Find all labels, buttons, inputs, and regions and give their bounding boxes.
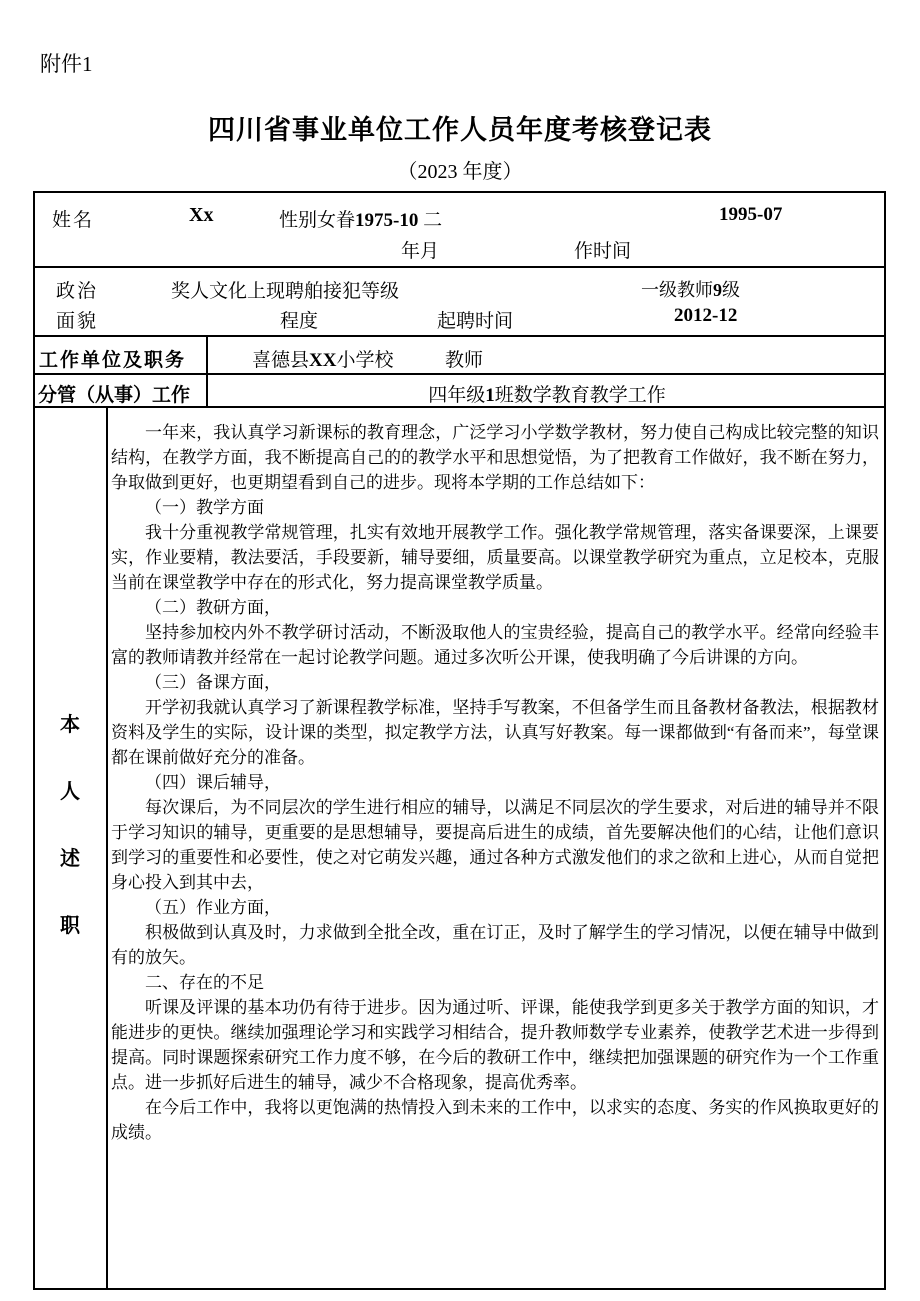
statement-paragraph: （三）备课方面， [145,673,281,692]
statement-label-char: 本 [60,714,80,736]
work-caption: 作时间 [574,241,632,262]
statement-paragraph: 积极做到认真及时，力求做到全批全改，重在订正，及时了解学生的学习情况，以便在辅导中做到有的放矢。 [111,923,879,967]
statement-paragraph: （四）课后辅导， [145,773,281,792]
page-title: 四川省事业单位工作人员年度考核登记表 [208,115,712,145]
statement-paragraph: （一）教学方面 [145,498,264,517]
page-subtitle: （2023 年度） [397,161,523,183]
gender-text: 性别女眷 [279,210,356,231]
rank-suffix: 级 [722,280,740,300]
work-unit-value [252,345,393,372]
statement-paragraph: 听课及评课的基本功仍有待于进步。因为通过听、评课，能使我学到更多关于教学方面的知识，才能进步的更快。继续加强理论学习和实践学习相结合，提升教师数学专业素养，使教学艺术进一步得到提高。同时课题探索研究工作力度不够，在今后的教研工作中，继续把加强课题的研究作为一个工作重点。进一步抓好后进生的辅导，减少不合格现象，提高优秀率。 [111,998,879,1092]
statement-label-char: 述 [60,848,80,870]
unit-prefix: 喜德县 [252,350,310,371]
statement-paragraph: 我十分重视教学常规管理，扎实有效地开展教学工作。强化教学常规管理，落实备课要深，上课要实，作业要精，教法要活，手段要新，辅导要细，质量要高。以课堂教学研究为重点，立足校本，克服当前在课堂教学中存在的形式化，努力提高课堂教学质量。 [111,523,879,592]
statement-paragraph: 坚持参加校内外不教学研讨活动，不断汲取他人的宝贵经验，提高自己的教学水平。经常向经验丰富的教师请教并经常在一起讨论教学问题。通过多次听公开课，使我明确了今后讲课的方向。 [111,623,879,667]
birth-date-value: 1975-10 [355,210,419,231]
middle-garbled-text: 奖人文化上现聘舶接犯等级 [171,281,400,302]
statement-paragraph: （五）作业方面， [145,898,281,917]
name-label: 姓名 [52,210,95,231]
rank-number: 9 [713,280,722,300]
assigned-work-prefix: 四年级 [428,385,486,406]
row-work-unit [35,337,884,375]
assigned-work-class-number: 1 [485,385,495,406]
statement-paragraph: 一年来，我认真学习新课标的教育理念，广泛学习小学数学教材，努力使自己构成比较完整的知识结构，在教学方面，我不断提高自己的的教学水平和思想觉悟，为了把教育工作做好，我不断在努力，争取做到更好，也更期望看到自己的进步。现将本学期的工作总结如下： [111,423,879,492]
statement-paragraph: 二、存在的不足 [145,973,264,992]
statement-label-char: 人 [60,781,80,803]
assigned-work-label: 分管（从事）工作 [38,385,191,406]
assigned-work-value [206,380,888,407]
row3-divider [206,337,208,373]
hire-date-value: 2012-12 [674,305,738,326]
political-label-line2: 面貌 [56,311,99,332]
birth-caption: 年月 [401,241,440,262]
assessment-form-table [33,191,886,1290]
work-start-value: 1995-07 [719,204,783,225]
statement-paragraph: （二）教研方面， [145,598,281,617]
political-label-line1: 政治 [56,281,99,302]
attachment-label: 附件1 [40,52,93,76]
row-assigned-work [35,375,884,408]
statement-vertical-label [35,708,105,976]
assigned-work-suffix: 班数学教育教学工作 [494,385,666,406]
statement-paragraph: 在今后工作中，我将以更饱满的热情投入到未来的工作中，以求实的态度、务实的作风换取更好的成绩。 [111,1098,879,1142]
row-political-rank [35,268,884,337]
gender-suffix-text: 二 [423,210,443,231]
hire-time-caption: 起聘时间 [437,311,514,332]
statement-paragraph: 每次课后，为不同层次的学生进行相应的辅导，以满足不同层次的学生要求，对后进的辅导并不限于学习知识的辅导，更重要的是思想辅导，要提高后进生的成绩，首先要解决他们的心结，让他们意识到学习的重要性和必要性，使之对它萌发兴趣，通过各种方式激发他们的求之欲和上进心，从而自觉把身心投入到其中去， [111,798,879,892]
row-personal-statement [35,408,884,1288]
degree-caption: 程度 [280,311,319,332]
statement-paragraph: 开学初我就认真学习了新课程教学标准，坚持手写教案，不但备学生而且备教材备教法，根据教材资料及学生的实际，设计课的类型，拟定教学方法，认真写好教案。每一课都做到“有备而来”，每堂课都在课前做好充分的准备。 [111,698,879,767]
row-basic-info [35,193,884,268]
rank-value [641,276,740,302]
work-unit-label: 工作单位及职务 [39,350,187,371]
job-title-value: 教师 [445,350,484,371]
unit-suffix: 小学校 [336,350,394,371]
statement-text [108,418,881,1284]
rank-prefix: 一级教师 [641,280,713,300]
gender-birth-cell [279,205,442,232]
statement-label-char: 职 [60,915,80,937]
unit-name-bold: XX [309,350,337,371]
name-value: Xx [189,204,214,226]
